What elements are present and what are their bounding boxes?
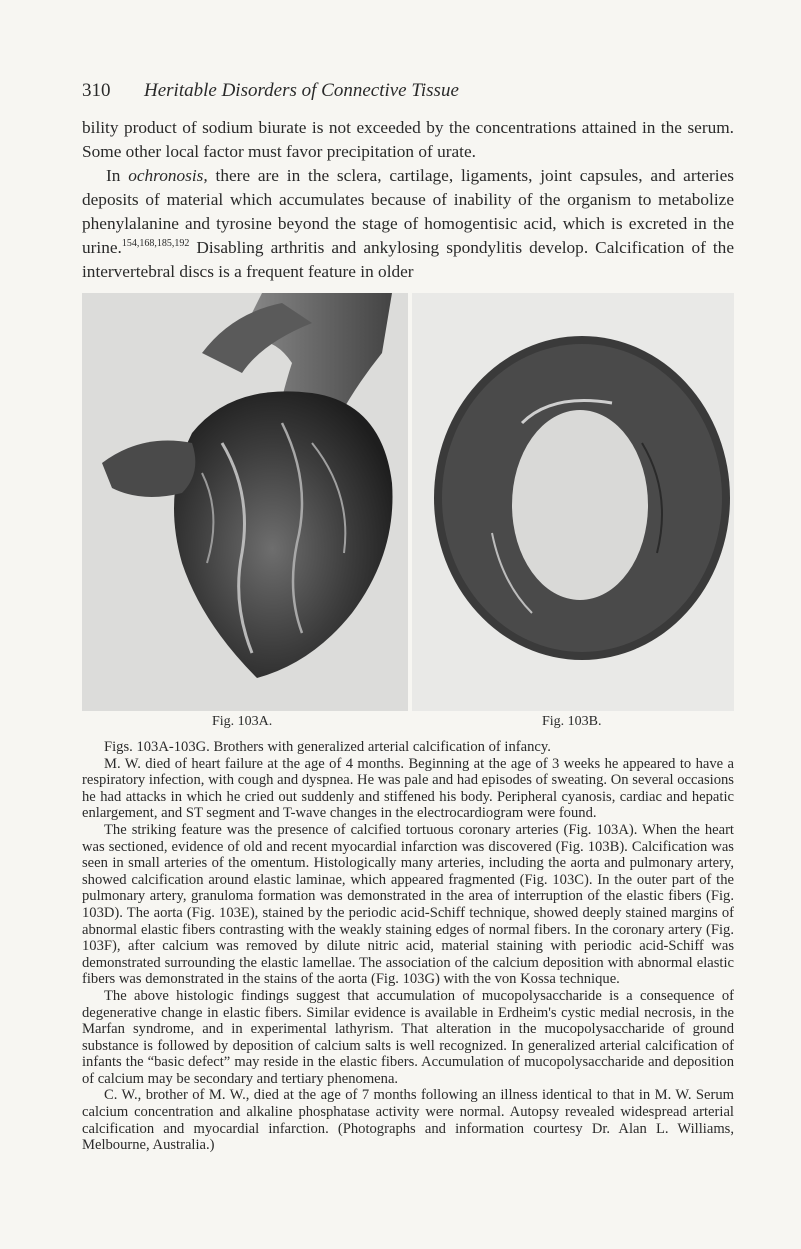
figure-103b-heart-section-photo	[412, 293, 734, 711]
figure-caption	[82, 739, 734, 1154]
caption-paragraph: The striking feature was the presence of calcified tortuous coronary arteries (Fig. 103A). When the heart was sectioned, evidence of old and recent myocardial infarction was discovered (Fig. 103B). Calcification was seen in small arteries of the omentum. Histologically many arteries, including the aorta and pulmonary artery, showed calcification around elastic laminae, which appeared fragmented (Fig. 103C). In the outer part of the pulmonary artery, granuloma formation was demonstrated in the area of interruption of the elastic fibers (Fig. 103D). The aorta (Fig. 103E), stained by the periodic acid-Schiff technique, showed deeply stained margins of abnormal elastic fibers contrasting with the weakly staining edges of normal fibers. In the coronary artery (Fig. 103F), after calcium was removed by dilute nitric acid, material staining with periodic acid-Schiff was demonstrated surrounding the elastic lamellae. The association of the calcium deposition with abnormal elastic fibers was demonstrated in the stains of the aorta (Fig. 103G) with the von Kossa technique.	[82, 821, 734, 988]
heart-photo-image	[82, 293, 408, 711]
caption-title: Figs. 103A-103G. Brothers with generalized arterial calcification of infancy.	[104, 739, 551, 755]
running-title: Heritable Disorders of Connective Tissue	[144, 80, 459, 101]
body-text	[82, 116, 734, 284]
heart-section-image	[412, 293, 734, 711]
body-paragraph-2: In ochronosis, there are in the sclera, cartilage, ligaments, joint capsules, and arteries deposits of material which accumulates because of inability of the organism to metabolize phenylalanine and tyrosine beyond the stage of homogentisic acid, which is excreted in the urine.$^{154,168,185,192}$ Disabling arthritis and ankylosing spondylitis develop. Calcification of the intervertebral discs is a frequent feature in older	[82, 166, 735, 281]
caption-paragraph: M. W. died of heart failure at the age of 4 months. Beginning at the age of 3 weeks he appeared to have a respiratory infection, with cough and dyspnea. He was pale and had episodes of sweating. On several occasions he had attacks in which he cried out suddenly and stiffened his body. Peripheral cyanosis, cardiac and hepatic enlargement, and ST segment and T-wave changes in the electrocardiogram were found.	[82, 755, 734, 822]
figure-103	[82, 293, 734, 711]
term-ochronosis: ochronosis,	[128, 166, 208, 185]
body-paragraph-1: bility product of sodium biurate is not exceeded by the concentrations attained in the serum. Some other local factor must favor precipitation of urate.	[82, 118, 734, 161]
running-header	[82, 80, 741, 102]
page-number: 310	[82, 80, 111, 101]
figure-103a-label: Fig. 103A.	[212, 714, 273, 729]
figure-103b-label: Fig. 103B.	[542, 714, 602, 729]
figure-103a-heart-photo	[82, 293, 408, 711]
caption-paragraph: C. W., brother of M. W., died at the age of 7 months following an illness identical to that in M. W. Serum calcium concentration and alkaline phosphatase activity were normal. Autopsy revealed widespread arterial calcification and myocardial infarction. (Photographs and information courtesy Dr. Alan L. Williams, Melbourne, Australia.)	[82, 1087, 734, 1154]
citation-refs: 154,168,185,192	[121, 238, 190, 250]
caption-paragraph: The above histologic findings suggest that accumulation of mucopolysaccharide is a consequence of degenerative change in elastic fibers. Similar evidence is available in Erdheim's cystic medial necrosis, in the Marfan syndrome, and in experimental lathyrism. That alteration in the mucopolysaccharide of ground substance is followed by deposition of calcium salts is well recognized. In generalized arterial calcification of infants the “basic defect” may reside in the elastic fibers. Accumulation of mucopolysaccharide and deposition of calcium may be secondary and tertiary phenomena.	[82, 987, 734, 1087]
